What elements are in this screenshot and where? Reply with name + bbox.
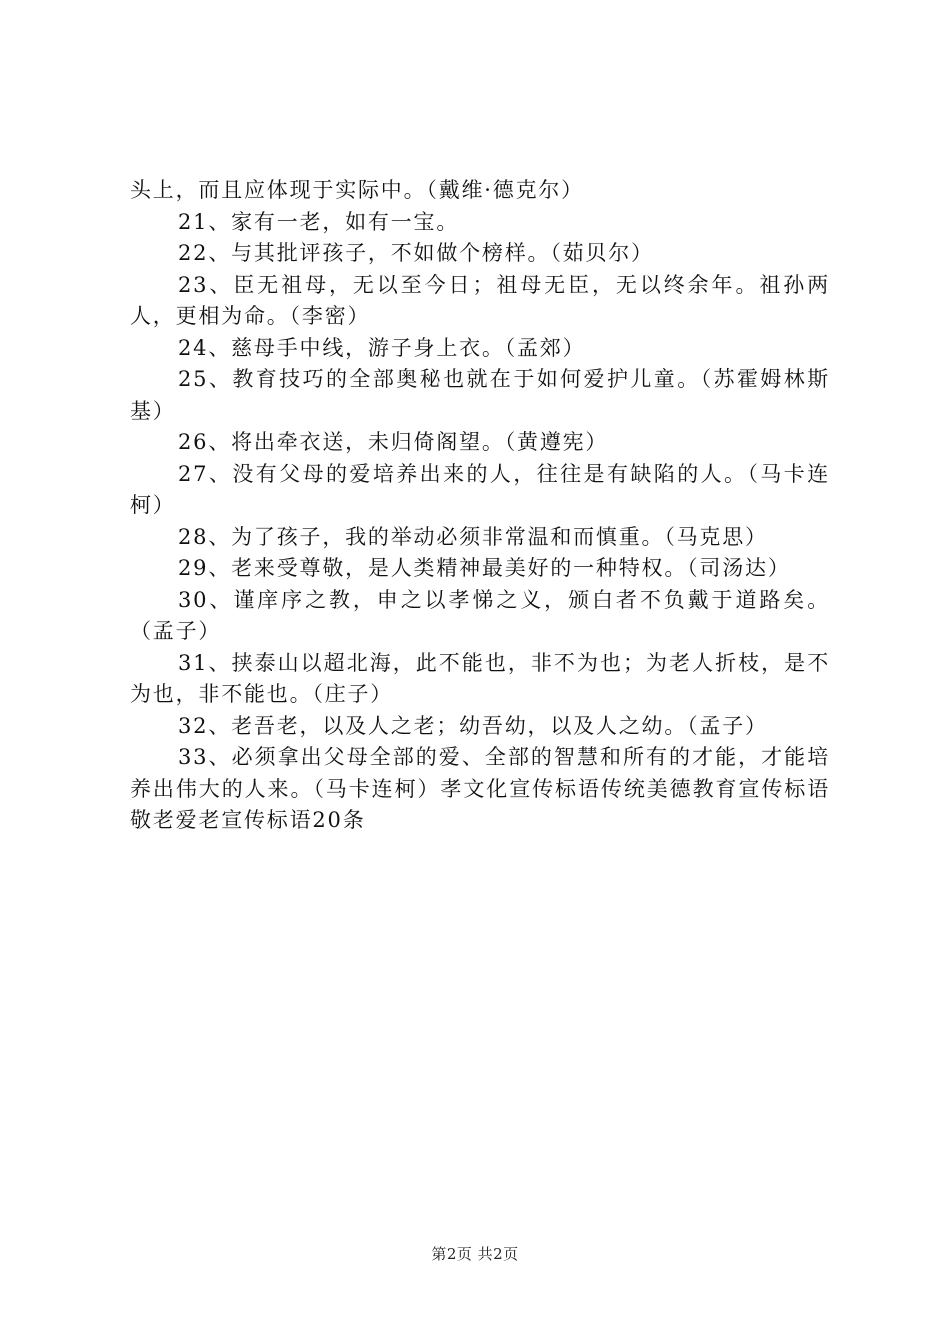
paragraph: 25、教育技巧的全部奥秘也就在于如何爱护儿童。（苏霍姆林斯基） <box>130 367 830 423</box>
paragraph: 30、谨庠序之教，申之以孝悌之义，颁白者不负戴于道路矣。（孟子） <box>130 587 830 643</box>
paragraph: 21、家有一老，如有一宝。 <box>178 209 460 234</box>
paragraph: 24、慈母手中线，游子身上衣。（孟郊） <box>178 335 586 360</box>
paragraph: 32、老吾老，以及人之老；幼吾幼，以及人之幼。（孟子） <box>178 713 768 738</box>
paragraph: 头上，而且应体现于实际中。（戴维·德克尔） <box>130 178 584 202</box>
paragraph: 29、老来受尊敬，是人类精神最美好的一种特权。（司汤达） <box>178 556 791 580</box>
document-body <box>130 175 830 837</box>
page-footer: 第2页 共2页 <box>431 1245 519 1263</box>
paragraph: 23、臣无祖母，无以至今日；祖母无臣，无以终余年。祖孙两人，更相为命。（李密） <box>130 272 830 328</box>
paragraph: 26、将出牵衣送，未归倚阁望。（黄遵宪） <box>178 430 609 454</box>
paragraph: 28、为了孩子，我的举动必须非常温和而慎重。（马克思） <box>178 524 768 549</box>
paragraph: 33、必须拿出父母全部的爱、全部的智慧和所有的才能，才能培养出伟大的人来。（马卡连柯）孝文化宣传标语传统美德教育宣传标语敬老爱老宣传标语20条 <box>130 745 830 832</box>
paragraph: 31、挟泰山以超北海，此不能也，非不为也；为老人折枝，是不为也，非不能也。（庄子） <box>130 650 830 706</box>
paragraph: 22、与其批评孩子，不如做个榜样。（茹贝尔） <box>178 241 654 265</box>
paragraph: 27、没有父母的爱培养出来的人，往往是有缺陷的人。（马卡连柯） <box>130 461 830 517</box>
